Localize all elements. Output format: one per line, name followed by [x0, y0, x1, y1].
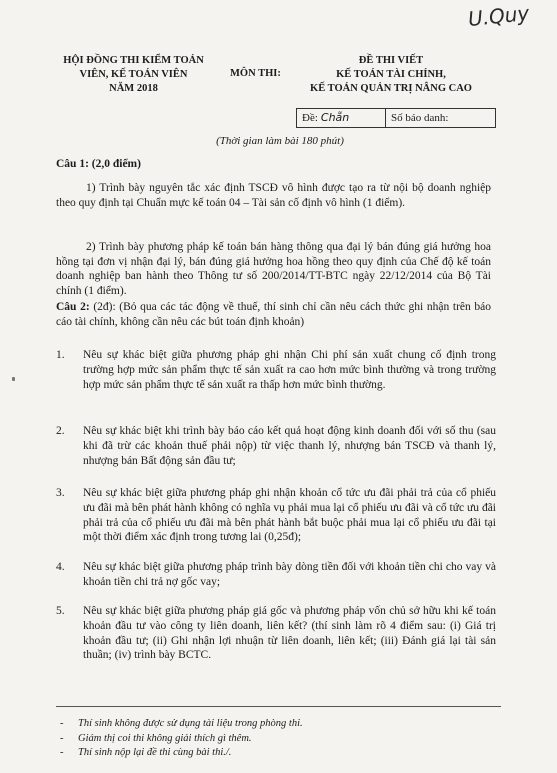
note-text: Thí sinh nộp lại đề thi cùng bài thi./.: [78, 747, 232, 758]
list-item: [56, 560, 496, 590]
list-item: [56, 424, 496, 468]
item-text: Nêu sự khác biệt giữa phương pháp trình bày dòng tiền đối với khoản tiền chi cho vay và khoản tiền chi trả nợ gốc vay;: [83, 561, 496, 588]
scan-speck: [12, 377, 15, 381]
question-1-heading: Câu 1: (2,0 điểm): [56, 158, 141, 170]
note-dash: -: [60, 718, 64, 729]
item-number: 4.: [56, 561, 65, 573]
item-text: Nêu sự khác biệt giữa phương pháp ghi nhận Chi phí sản xuất chung cố định trong trường hợp mức sản phẩm thực tế sản xuất ra cao hơn mức bình thường và trong trường hợp mức sản phẩm thực tế sản xuất ra thấp hơn mức bình thường.: [83, 349, 496, 391]
handwritten-note: U.Quy: [466, 0, 531, 32]
exam-code-cell: [297, 109, 386, 127]
question-1-part-2: 2) Trình bày phương pháp kế toán bán hàng thông qua đại lý bán đúng giá hưởng hoa hồng tại đơn vị nhận đại lý, bán đúng giá hưởng hoa hồng theo quy định của Chế độ kế toán doanh nghiệp ban hành theo Thông tư số 200/2014/TT-BTC ngày 22/12/2014 của Bộ Tài chính (1 điểm).: [56, 241, 491, 297]
list-item: [56, 604, 496, 663]
subject-label: MÔN THI:: [230, 68, 281, 79]
exam-code-label: Đề:: [302, 112, 318, 124]
note-text: Giám thị coi thi không giải thích gì thêm.: [78, 732, 252, 744]
note-dash: -: [60, 732, 64, 744]
footer-note: [60, 732, 500, 747]
exam-subject-line-1: KẾ TOÁN TÀI CHÍNH,: [336, 69, 446, 80]
item-text: Nêu sự khác biệt giữa phương pháp giá gốc và phương pháp vốn chủ sở hữu khi kế toán khoản đầu tư vào công ty liên doanh, liên kết? (thí sinh làm rõ 4 điểm sau: (i) Giá trị khoản đầu tư; (ii) Ghi nhận lợi nhuận từ liên doanh, liên kết; (iii) Đánh giá lại tài sản thuần; (iv) trình bày BCTC.: [83, 605, 496, 662]
candidate-number-label: Số báo danh:: [391, 112, 449, 124]
item-text: Nêu sự khác biệt giữa phương pháp ghi nhận khoản cổ tức ưu đãi phải trả của cổ phiếu ưu đãi mà bên phát hành không có nghĩa vụ phải mua lại cổ phiếu ưu đãi và cổ tức ưu đãi phải trả của cổ phiếu ưu đãi mà bên phát hành bắt buộc phải mua lại cổ phiếu ưu đãi tại một thời điểm xác định trong tương lai (0,25đ);: [83, 487, 496, 544]
question-2-label: Câu 2:: [56, 301, 90, 313]
council-header: [46, 54, 221, 96]
exam-code-box: [296, 108, 496, 128]
council-year: NĂM 2018: [109, 83, 158, 94]
exam-subject-line-2: KẾ TOÁN QUẢN TRỊ NÂNG CAO: [310, 83, 472, 94]
council-line-1: HỘI ĐỒNG THI KIỂM TOÁN: [63, 55, 204, 66]
note-text: Thí sinh không được sử dụng tài liệu trong phòng thi.: [78, 718, 303, 729]
exam-type: ĐỀ THI VIẾT: [358, 55, 424, 66]
exam-title-block: [296, 54, 486, 96]
candidate-number-cell: [386, 109, 453, 127]
item-text: Nêu sự khác biệt khi trình bày báo cáo kết quả hoạt động kinh doanh đối với số thu (sau khi đã trừ các khoản thuế phải nộp) từ việc thanh lý, nhượng bán TSCĐ và thanh lý, nhượng bán Bất động sản đầu tư;: [83, 425, 496, 467]
note-dash: -: [60, 747, 64, 758]
footer-divider: [56, 706, 501, 707]
footer-note: [60, 746, 500, 761]
time-limit: (Thời gian làm bài 180 phút): [216, 135, 344, 147]
item-number: 1.: [56, 349, 65, 361]
item-number: 2.: [56, 425, 65, 437]
question-2-intro-text: (2đ): (Bỏ qua các tác động về thuế, thí sinh chỉ cần nêu cách thức ghi nhận trên báo cáo tài chính, không cần nêu các bút toán định khoản): [56, 301, 491, 328]
exam-code-value: Chẵn: [320, 111, 350, 124]
question-2-intro: [56, 300, 491, 329]
item-number: 3.: [56, 487, 65, 499]
council-line-2: VIÊN, KẾ TOÁN VIÊN: [79, 69, 188, 80]
item-number: 5.: [56, 605, 65, 617]
footer-note: [60, 717, 500, 732]
footer-notes: [60, 717, 500, 761]
question-1-part-1: 1) Trình bày nguyên tắc xác định TSCĐ vô hình được tạo ra từ nội bộ doanh nghiệp theo quy định tại Chuẩn mực kế toán 04 – Tài sản cố định vô hình (1 điểm).: [56, 182, 491, 209]
list-item: [56, 486, 496, 545]
list-item: [56, 348, 496, 392]
